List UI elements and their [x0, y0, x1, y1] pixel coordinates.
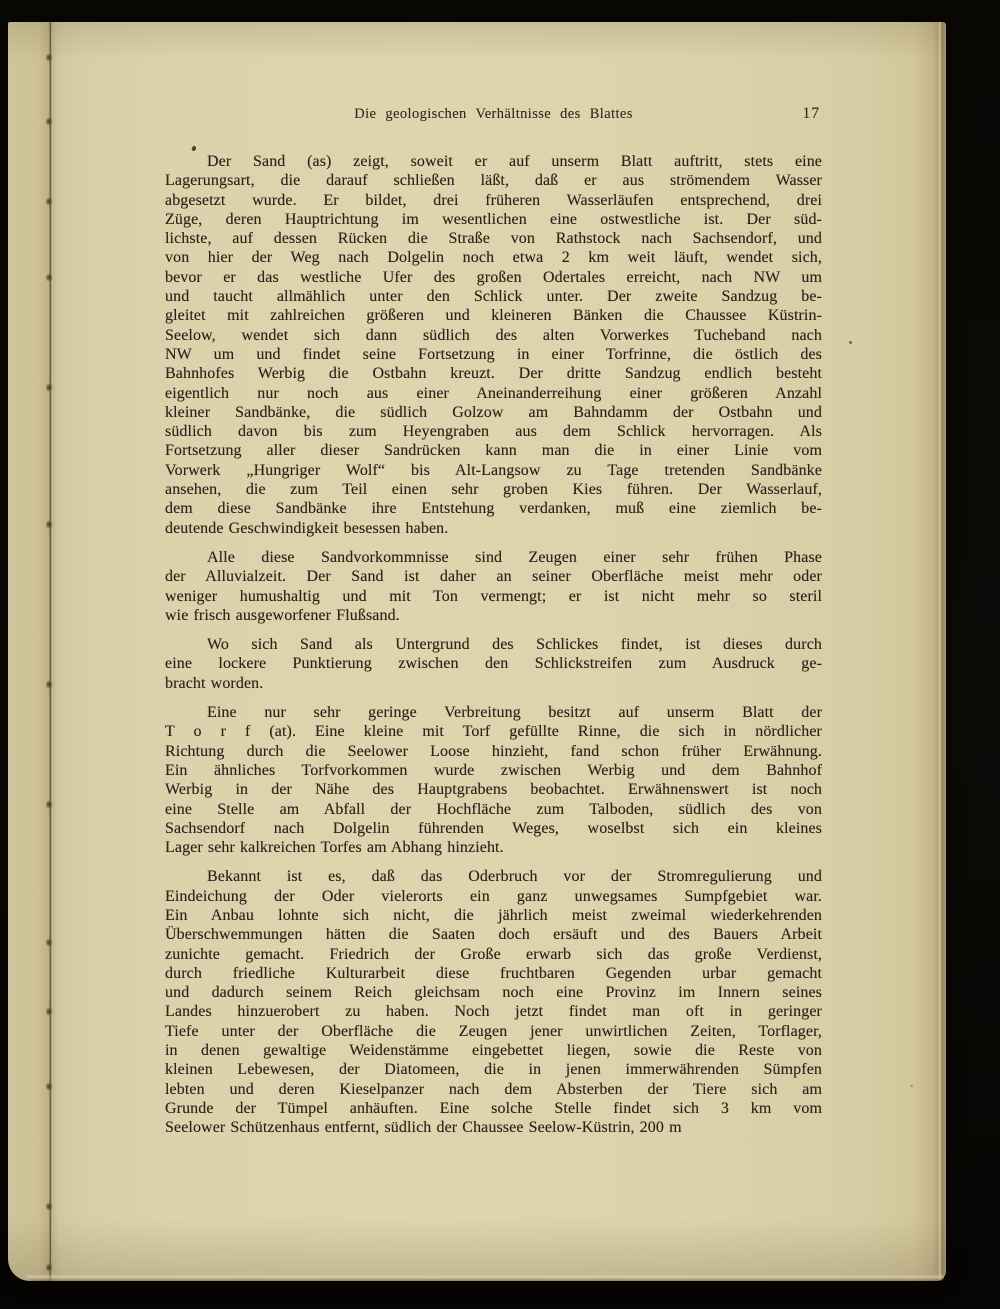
page-speck: [191, 145, 197, 151]
text-line: Tiefe unter der Oberfläche die Zeugen jener unwirtlichen Zeiten, Torflager,: [165, 1022, 822, 1040]
text-line: deutende Geschwindigkeit besessen haben.: [165, 519, 449, 537]
text-line: lichste, auf dessen Rücken die Straße von Rathstock nach Sachsendorf, und: [165, 230, 822, 248]
text-line: Seelow, wendet sich dann südlich des alten Vorwerkes Tucheband nach: [165, 326, 822, 344]
text-line: weniger humushaltig und mit Ton vermengt; er ist nicht mehr so steril: [165, 587, 822, 605]
text-line: Ein Anbau lohnte sich nicht, die jährlich meist zweimal wiederkehrenden: [165, 906, 822, 924]
text-line: bevor er das westliche Ufer des großen Odertales erreicht, nach NW um: [165, 268, 822, 286]
text-line: Züge, deren Hauptrichtung im wesentlichen eine ostwestliche ist. Der süd-: [165, 210, 822, 228]
text-line: kleiner Sandbänke, die südlich Golzow am Bahndamm der Ostbahn und: [165, 403, 822, 421]
text-line: Der Sand (as) zeigt, soweit er auf unserm Blatt auftritt, stets eine: [207, 153, 822, 170]
text-line: Richtung durch die Seelower Loose hinzieht, fand schon früher Erwähnung.: [165, 742, 822, 760]
text-block: [165, 152, 822, 1148]
text-line: Alle diese Sandvorkommnisse sind Zeugen einer sehr frühen Phase: [207, 548, 822, 566]
text-line: von hier der Weg nach Dolgelin noch etwa 2 km weit läuft, wendet sich,: [165, 249, 822, 267]
text-line: Bekannt ist es, daß das Oderbruch vor der Stromregulierung und: [207, 868, 822, 886]
text-line: abgesetzt wurde. Er bildet, drei früheren Wasserläufen entsprechend, drei: [165, 191, 822, 209]
text-line: NW um und findet seine Fortsetzung in einer Torfrinne, die östlich des: [165, 345, 822, 363]
paragraph: [165, 548, 822, 625]
text-line: in denen gewaltige Weidenstämme eingebettet liegen, sowie die Reste von: [165, 1042, 822, 1060]
text-line: dem diese Sandbänke ihre Entstehung verdanken, muß eine ziemlich be-: [165, 500, 822, 518]
text-line: Überschwemmungen hätten die Saaten doch ersäuft und des Bauers Arbeit: [165, 926, 822, 944]
text-line: der Alluvialzeit. Der Sand ist daher an seiner Oberfläche meist mehr oder: [165, 568, 822, 586]
text-line: Lager sehr kalkreichen Torfes am Abhang hinzieht.: [165, 839, 504, 857]
right-page-edge: [932, 22, 946, 1281]
text-line: und taucht allmählich unter den Schlick unter. Der zweite Sandzug be-: [165, 288, 822, 306]
text-line: Seelower Schützenhaus entfernt, südlich der Chaussee Seelow-Küstrin, 200 m: [165, 1119, 682, 1137]
text-line: Fortsetzung aller dieser Sandrücken kann man die in einer Linie vom: [165, 442, 822, 460]
text-line: Lagerungsart, die darauf schließen läßt, daß er aus strömendem Wasser: [165, 172, 822, 190]
text-line: T o r f (at). Eine kleine mit Torf gefüllte Rinne, die sich in nördlicher: [165, 723, 822, 741]
text-line: Wo sich Sand als Untergrund des Schlickes findet, ist dieses durch: [207, 636, 822, 654]
page-speck: [849, 341, 852, 344]
text-line: südlich davon bis zum Heyengraben aus dem Schlick hervorragen. Als: [165, 423, 822, 441]
text-line: durch friedliche Kulturarbeit diese fruchtbaren Gegenden urbar gemacht: [165, 964, 822, 982]
text-line: Landes hinzuerobert zu haben. Noch jetzt findet man oft in geringer: [165, 1003, 822, 1021]
text-line: bracht worden.: [165, 674, 264, 692]
text-line: gleitet mit zahlreichen größeren und kleineren Bänken die Chaussee Küstrin-: [165, 307, 822, 325]
paragraph: [165, 867, 822, 1137]
text-line: zunichte gemacht. Friedrich der Große erwarb sich das große Verdienst,: [165, 945, 822, 963]
text-line: Grunde der Tümpel anhäuften. Eine solche Stelle findet sich 3 km vom: [165, 1099, 822, 1117]
text-line: Sachsendorf nach Dolgelin führenden Weges, woselbst sich ein kleines: [165, 819, 822, 837]
bottom-page-edge: [26, 1274, 944, 1281]
text-line: wie frisch ausgeworfener Flußsand.: [165, 606, 400, 624]
text-line: eigentlich nur noch aus einer Aneinanderreihung einer größeren Anzahl: [165, 384, 822, 402]
running-head-title: Die geologischen Verhältnisse des Blattes: [354, 106, 633, 122]
text-line: Vorwerk „Hungriger Wolf“ bis Alt-Langsow zu Tage tretenden Sandbänke: [165, 461, 822, 479]
text-line: eine lockere Punktierung zwischen den Schlickstreifen zum Ausdruck ge-: [165, 655, 822, 673]
text-line: eine Stelle am Abfall der Hochfläche zum Talboden, südlich des von: [165, 800, 822, 818]
text-line: Eindeichung der Oder vielerorts ein ganz unwegsames Sumpfgebiet war.: [165, 887, 822, 905]
page-speck: [910, 1085, 913, 1087]
text-line: Bahnhofes Werbig die Ostbahn kreuzt. Der dritte Sandzug endlich besteht: [165, 365, 822, 383]
text-line: und dadurch seinem Reich gleichsam noch eine Provinz im Innern seines: [165, 984, 822, 1002]
paragraph: [165, 152, 822, 538]
text-line: Ein ähnliches Torfvorkommen wurde zwischen Werbig und dem Bahnhof: [165, 761, 822, 779]
book-page: [8, 22, 946, 1281]
page-number: 17: [802, 105, 820, 122]
text-line: kleinen Lebewesen, der Diatomeen, die in jenen immerwährenden Sümpfen: [165, 1061, 822, 1079]
page-header: [165, 106, 822, 128]
text-line: Werbig in der Nähe des Hauptgrabens beobachtet. Erwähnenswert ist noch: [165, 781, 822, 799]
text-line: lebten und deren Kieselpanzer nach dem Absterben der Tiere sich am: [165, 1080, 822, 1098]
gutter-seam: [49, 22, 52, 1281]
text-line: ansehen, die zum Teil einen sehr groben Kies führen. Der Wasserlauf,: [165, 481, 822, 499]
paragraph: [165, 635, 822, 693]
paragraph: [165, 703, 822, 857]
text-line: Eine nur sehr geringe Verbreitung besitzt auf unserm Blatt der: [207, 704, 822, 722]
